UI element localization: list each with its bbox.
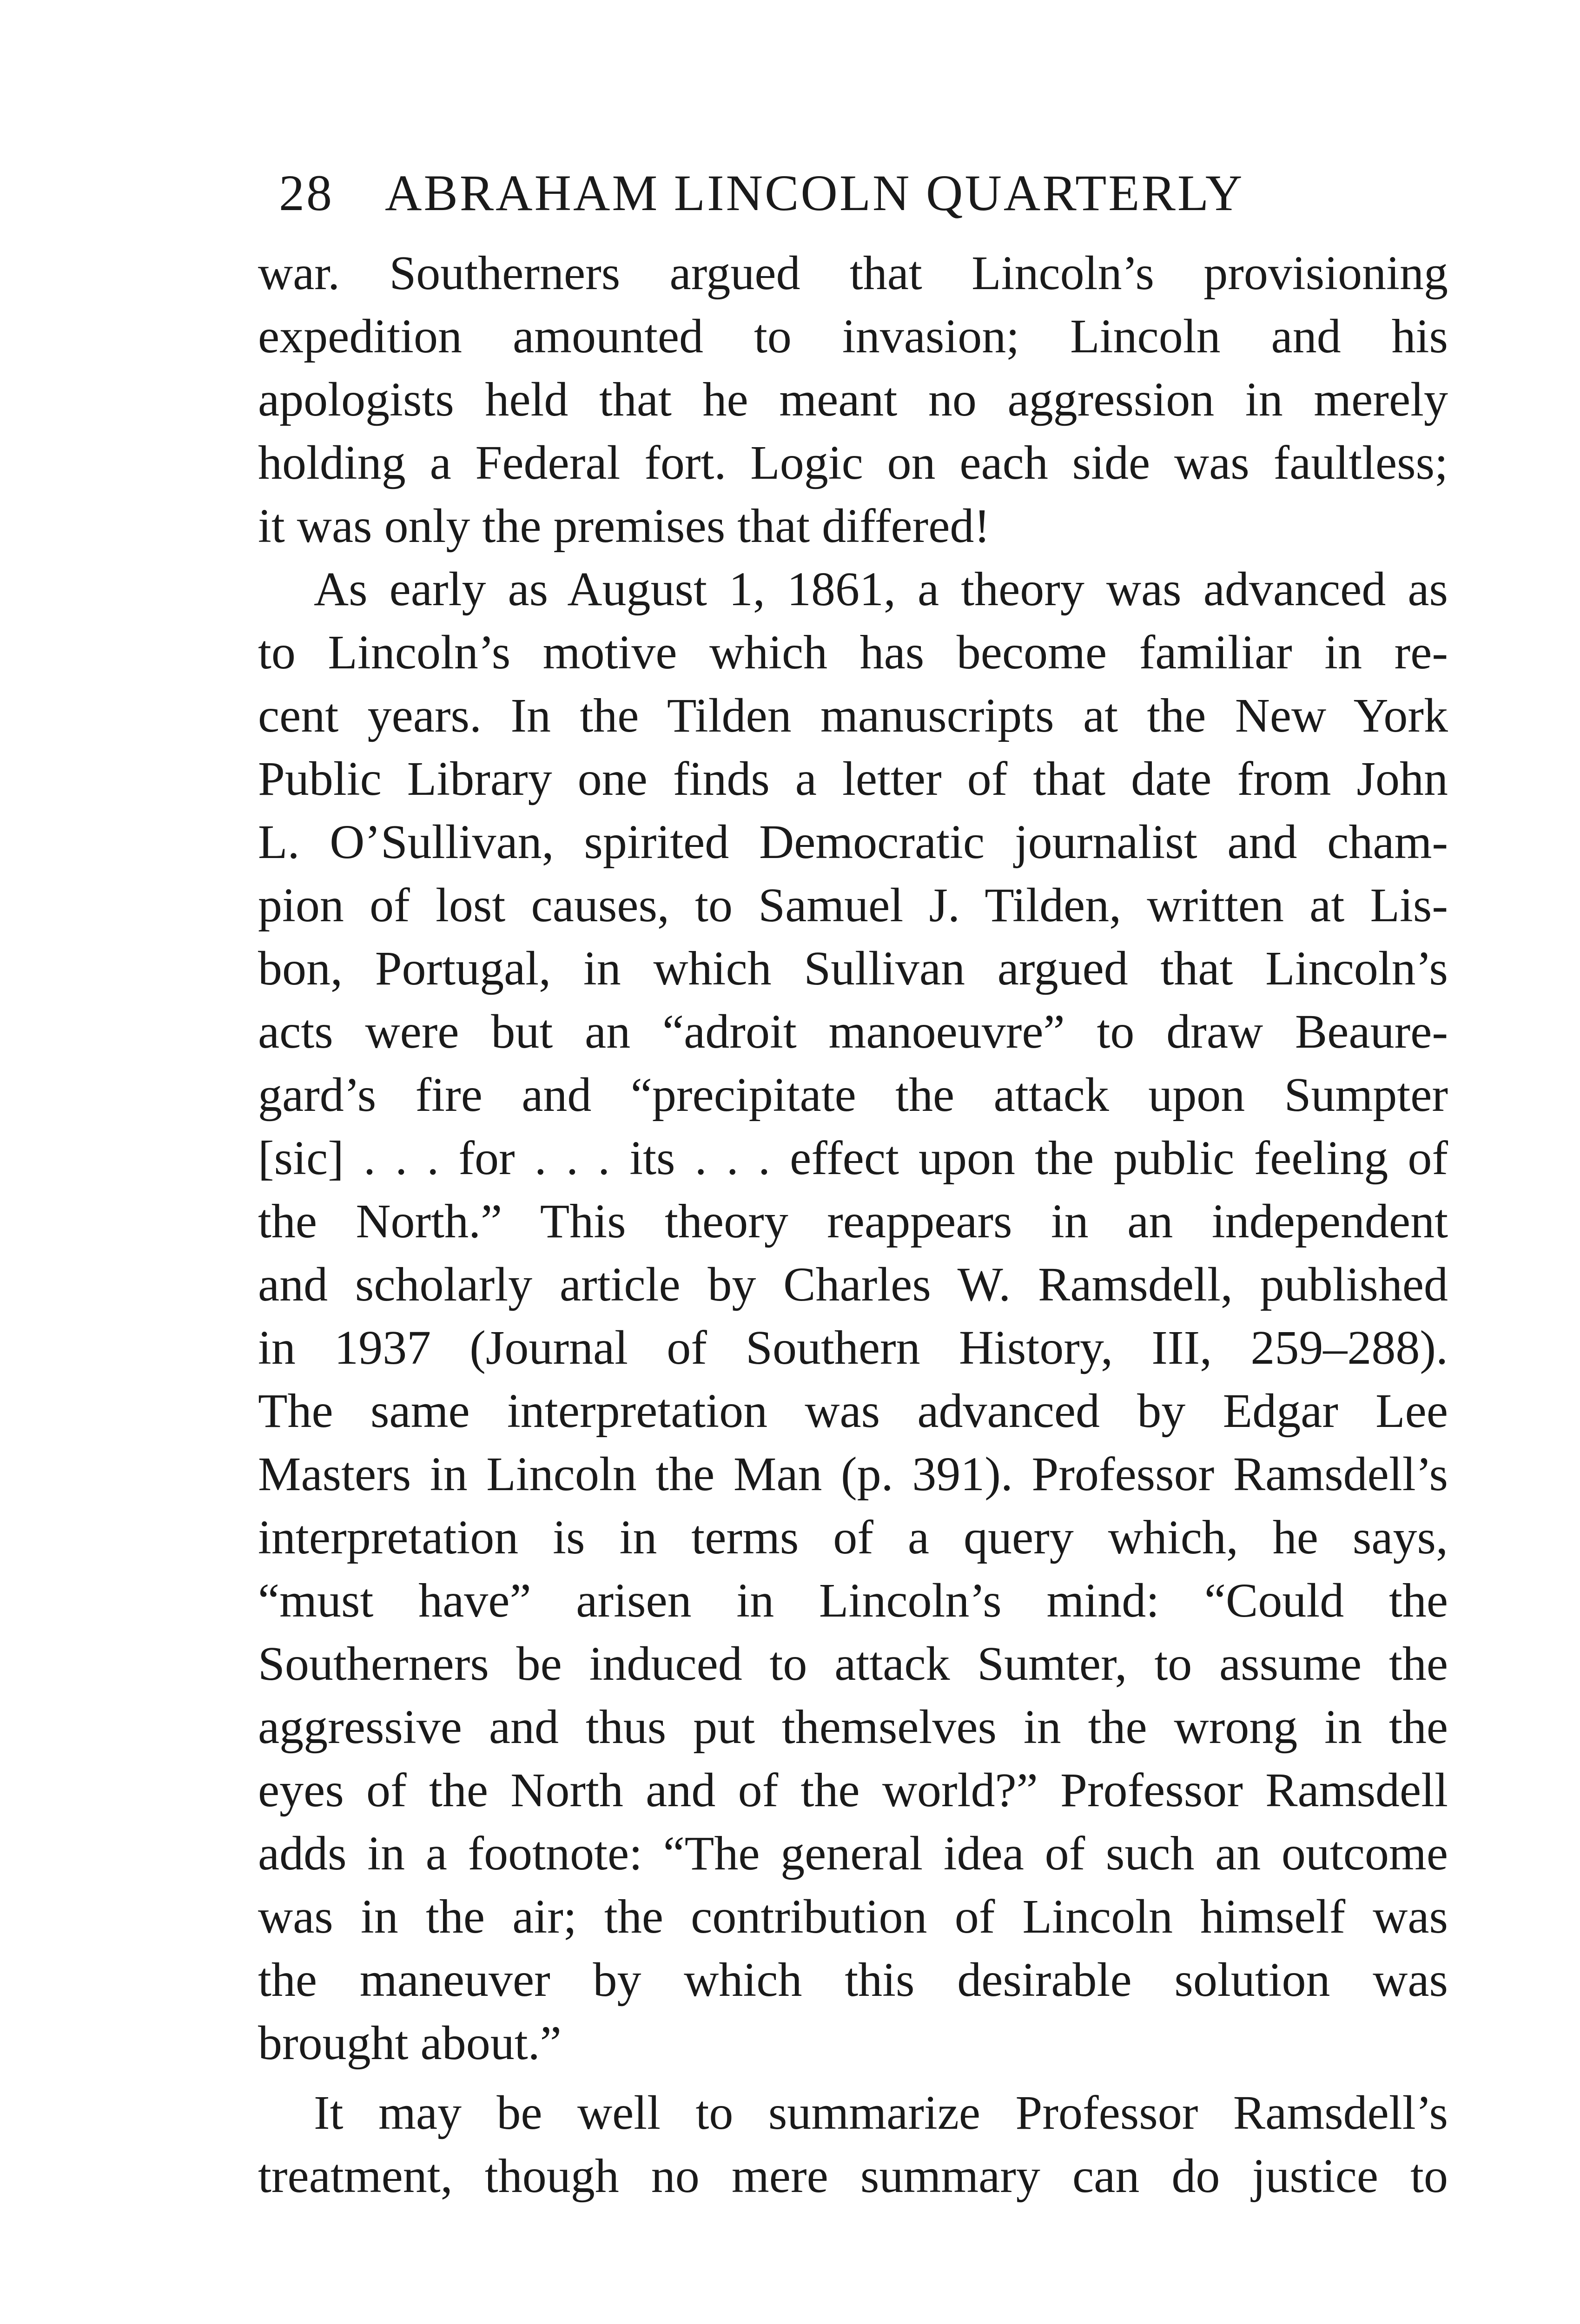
text-line: cent years. In the Tilden manuscripts at the New York (258, 689, 1448, 742)
text-line: war. Southerners argued that Lincoln’s provisioning (258, 246, 1448, 300)
text-line: expedition amounted to invasion; Lincoln and his (258, 310, 1448, 363)
text-line: holding a Federal fort. Logic on each side was faultless; (258, 436, 1448, 489)
text-line: the maneuver by which this desirable solution was (258, 1953, 1448, 2007)
text-line: “must have” arisen in Lincoln’s mind: “Could the (258, 1574, 1448, 1627)
text-line: was in the air; the contribution of Lincoln himself was (258, 1890, 1448, 1943)
text-line: adds in a footnote: “The general idea of such an outcome (258, 1827, 1448, 1880)
text-line: brought about.” (258, 2016, 562, 2070)
body-text (258, 242, 1448, 2208)
text-line: bon, Portugal, in which Sullivan argued that Lincoln’s (258, 942, 1448, 995)
paragraph (258, 242, 1448, 558)
text-line: acts were but an “adroit manoeuvre” to draw Beaure- (258, 1005, 1448, 1058)
text-line: eyes of the North and of the world?” Professor Ramsdell (258, 1763, 1448, 1817)
text-line: pion of lost causes, to Samuel J. Tilden, written at Lis- (258, 878, 1448, 932)
text-line: it was only the premises that differed! (258, 499, 990, 553)
text-line: aggressive and thus put themselves in the wrong in the (258, 1700, 1448, 1754)
text-line: As early as August 1, 1861, a theory was advanced as (314, 562, 1448, 616)
text-line: The same interpretation was advanced by Edgar Lee (258, 1384, 1448, 1438)
text-line: treatment, though no mere summary can do justice to (258, 2149, 1448, 2203)
paragraph-gap (258, 2075, 1448, 2081)
page-number: 28 (279, 165, 334, 221)
text-line: Masters in Lincoln the Man (p. 391). Professor Ramsdell’s (258, 1447, 1448, 1501)
text-line: L. O’Sullivan, spirited Democratic journalist and cham- (258, 815, 1448, 869)
paragraph (258, 558, 1448, 2075)
text-line: interpretation is in terms of a query which, he says, (258, 1511, 1448, 1564)
running-title: ABRAHAM LINCOLN QUARTERLY (385, 165, 1244, 221)
text-line: to Lincoln’s motive which has become familiar in re- (258, 626, 1448, 679)
text-line: and scholarly article by Charles W. Ramsdell, published (258, 1258, 1448, 1311)
text-line: the North.” This theory reappears in an independent (258, 1195, 1448, 1248)
text-line: It may be well to summarize Professor Ramsdell’s (314, 2086, 1448, 2139)
text-line: apologists held that he meant no aggression in merely (258, 373, 1448, 426)
paragraph (258, 2081, 1448, 2208)
running-header (279, 163, 1348, 223)
text-line: Southerners be induced to attack Sumter, to assume the (258, 1637, 1448, 1690)
text-line: Public Library one finds a letter of that date from John (258, 752, 1448, 805)
text-line: in 1937 (Journal of Southern History, III, 259–288). (258, 1321, 1448, 1374)
text-line: [sic] . . . for . . . its . . . effect upon the public feeling of (258, 1131, 1448, 1185)
text-line: gard’s fire and “precipitate the attack upon Sumpter (258, 1068, 1448, 1122)
